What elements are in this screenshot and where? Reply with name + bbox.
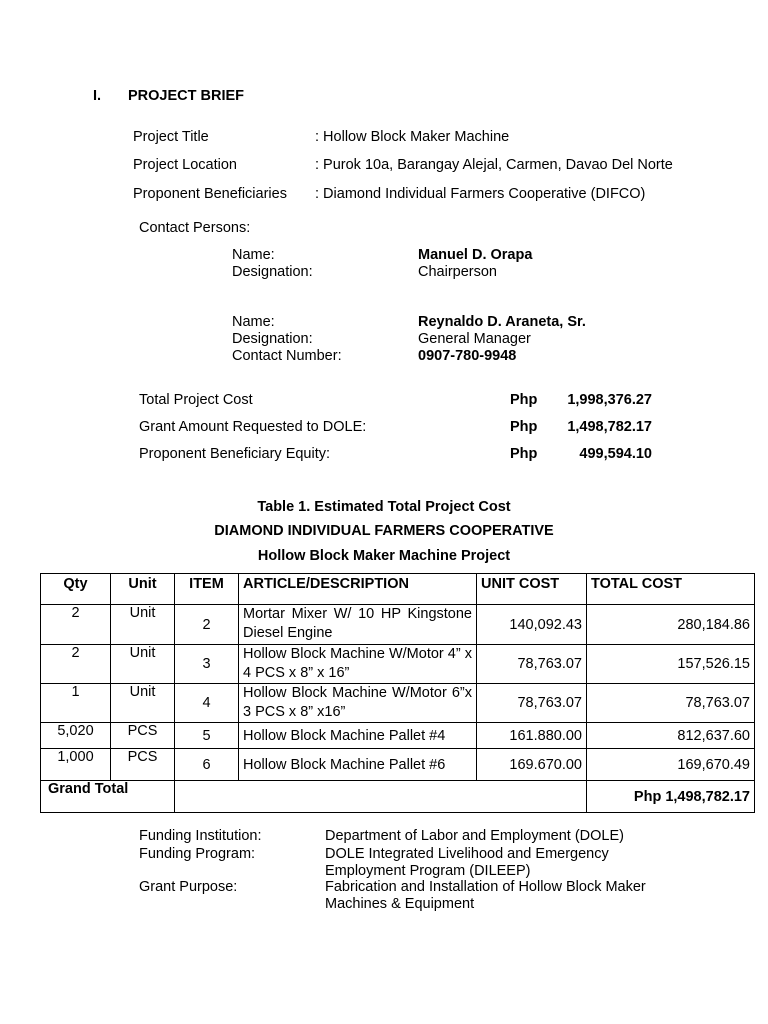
grand-total-row <box>41 781 755 813</box>
equity-label: Proponent Beneficiary Equity: <box>139 446 331 462</box>
section-title: PROJECT BRIEF <box>128 88 245 104</box>
contact1-designation: Chairperson <box>418 264 497 280</box>
cell-desc: Hollow Block Machine Pallet #4 <box>239 723 477 749</box>
cell-qty: 2 <box>41 605 111 645</box>
equity-currency: Php <box>510 446 538 462</box>
contact2-number: 0907-780-9948 <box>418 348 517 364</box>
header-qty: Qty <box>41 574 111 605</box>
contact1-name-label: Name: <box>232 247 275 263</box>
cell-desc: Hollow Block Machine W/Motor 4” x 4 PCS x 8” x 16” <box>239 645 477 684</box>
grant-amount-label: Grant Amount Requested to DOLE: <box>139 419 367 435</box>
table-row <box>41 723 755 749</box>
cell-unit-cost: 169.670.00 <box>477 749 587 781</box>
contact2-number-label: Contact Number: <box>232 348 342 364</box>
header-desc: ARTICLE/DESCRIPTION <box>239 574 477 605</box>
cell-unit: Unit <box>111 684 175 723</box>
contact2-name: Reynaldo D. Araneta, Sr. <box>418 314 586 330</box>
contact1-designation-label: Designation: <box>232 264 313 280</box>
total-cost-currency: Php <box>510 392 538 408</box>
total-cost-label: Total Project Cost <box>139 392 253 408</box>
cell-unit: Unit <box>111 645 175 684</box>
grand-total-label: Grand Total <box>41 781 175 813</box>
cell-item: 5 <box>175 723 239 749</box>
cell-qty: 1 <box>41 684 111 723</box>
cell-total-cost: 812,637.60 <box>587 723 755 749</box>
section-number: I. <box>93 88 102 104</box>
funding-institution-value: Department of Labor and Employment (DOLE) <box>325 828 624 844</box>
cell-qty: 5,020 <box>41 723 111 749</box>
table-row <box>41 749 755 781</box>
header-unit: Unit <box>111 574 175 605</box>
table-row <box>41 684 755 723</box>
funding-program-value: DOLE Integrated Livelihood and Emergency Employment Program (DILEEP) <box>325 846 609 879</box>
cell-unit: PCS <box>111 723 175 749</box>
cost-table <box>40 573 755 813</box>
table-row <box>41 605 755 645</box>
cell-desc: Hollow Block Machine Pallet #6 <box>239 749 477 781</box>
contact2-designation-label: Designation: <box>232 331 313 347</box>
header-unit-cost: UNIT COST <box>477 574 587 605</box>
cell-desc: Hollow Block Machine W/Motor 6”x 3 PCS x 8” x16” <box>239 684 477 723</box>
funding-institution-label: Funding Institution: <box>139 828 262 844</box>
equity-amount: 499,594.10 <box>579 446 652 462</box>
proponent-value: : Diamond Individual Farmers Cooperative (DIFCO) <box>315 186 646 202</box>
contact1-name: Manuel D. Orapa <box>418 247 533 263</box>
project-title-label: Project Title <box>133 129 209 145</box>
table-header-row <box>41 574 755 605</box>
funding-program-label: Funding Program: <box>139 846 256 862</box>
cell-desc: Mortar Mixer W/ 10 HP Kingstone Diesel Engine <box>239 605 477 645</box>
cell-qty: 1,000 <box>41 749 111 781</box>
cell-total-cost: 78,763.07 <box>587 684 755 723</box>
grand-total-amount: Php 1,498,782.17 <box>587 781 755 813</box>
project-location-label: Project Location <box>133 157 237 173</box>
total-cost-amount: 1,998,376.27 <box>567 392 652 408</box>
cell-unit: PCS <box>111 749 175 781</box>
header-total-cost: TOTAL COST <box>587 574 755 605</box>
cell-item: 4 <box>175 684 239 723</box>
cell-total-cost: 280,184.86 <box>587 605 755 645</box>
project-title-value: : Hollow Block Maker Machine <box>315 129 510 145</box>
cell-qty: 2 <box>41 645 111 684</box>
cell-unit-cost: 78,763.07 <box>477 645 587 684</box>
table-project: Hollow Block Maker Machine Project <box>257 548 511 564</box>
contact-persons-heading: Contact Persons: <box>139 220 251 236</box>
cell-unit-cost: 78,763.07 <box>477 684 587 723</box>
cell-item: 2 <box>175 605 239 645</box>
grant-purpose-label: Grant Purpose: <box>139 879 238 895</box>
cell-total-cost: 157,526.15 <box>587 645 755 684</box>
grant-amount-currency: Php <box>510 419 538 435</box>
header-item: ITEM <box>175 574 239 605</box>
table-org: DIAMOND INDIVIDUAL FARMERS COOPERATIVE <box>214 523 554 539</box>
cell-unit-cost: 161.880.00 <box>477 723 587 749</box>
table-row <box>41 645 755 684</box>
cell-item: 6 <box>175 749 239 781</box>
cell-unit: Unit <box>111 605 175 645</box>
project-location-value: : Purok 10a, Barangay Alejal, Carmen, Davao Del Norte <box>315 157 673 173</box>
contact2-designation: General Manager <box>418 331 531 347</box>
cell-unit-cost: 140,092.43 <box>477 605 587 645</box>
grant-purpose-value: Fabrication and Installation of Hollow Block Maker Machines & Equipment <box>325 879 646 912</box>
cell-item: 3 <box>175 645 239 684</box>
cell-total-cost: 169,670.49 <box>587 749 755 781</box>
table-title: Table 1. Estimated Total Project Cost <box>257 499 511 515</box>
grand-total-blank <box>175 781 587 813</box>
proponent-label: Proponent Beneficiaries <box>133 186 287 202</box>
grant-amount: 1,498,782.17 <box>567 419 652 435</box>
contact2-name-label: Name: <box>232 314 275 330</box>
